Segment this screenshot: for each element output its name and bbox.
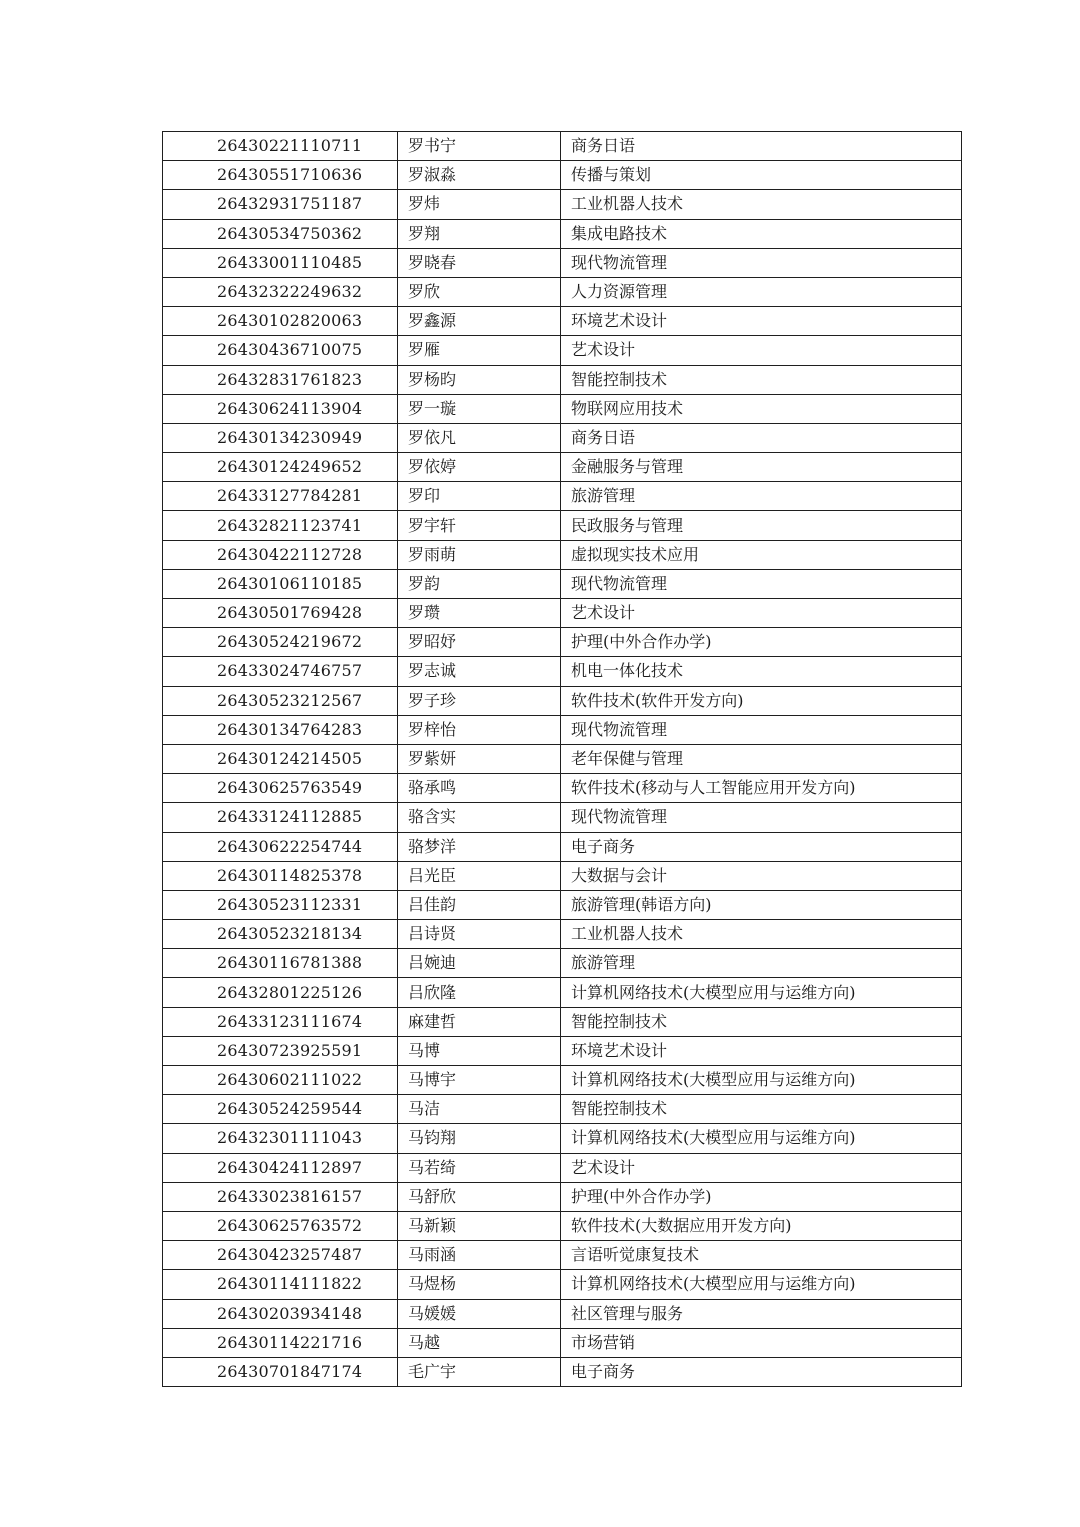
student-name-cell: 罗杨昀 (398, 365, 561, 394)
table-row (163, 774, 962, 803)
student-name-cell: 罗梓怡 (398, 715, 561, 744)
exam-number-cell: 26430523212567 (163, 686, 398, 715)
student-name-cell: 罗雨萌 (398, 540, 561, 569)
major-cell: 人力资源管理 (561, 277, 962, 306)
major-cell: 环境艺术设计 (561, 307, 962, 336)
table-row (163, 686, 962, 715)
table-row (163, 628, 962, 657)
table-row (163, 744, 962, 773)
exam-number-cell: 26430524259544 (163, 1095, 398, 1124)
major-cell: 言语听觉康复技术 (561, 1241, 962, 1270)
table-row (163, 949, 962, 978)
student-name-cell: 马越 (398, 1328, 561, 1357)
student-name-cell: 麻建哲 (398, 1007, 561, 1036)
student-name-cell: 马舒欣 (398, 1182, 561, 1211)
student-name-cell: 罗印 (398, 482, 561, 511)
table-row (163, 861, 962, 890)
student-name-cell: 罗宇轩 (398, 511, 561, 540)
exam-number-cell: 26430134230949 (163, 423, 398, 452)
student-name-cell: 马媛媛 (398, 1299, 561, 1328)
major-cell: 机电一体化技术 (561, 657, 962, 686)
exam-number-cell: 26430534750362 (163, 219, 398, 248)
major-cell: 旅游管理(韩语方向) (561, 890, 962, 919)
student-name-cell: 马博宇 (398, 1066, 561, 1095)
student-name-cell: 吕光臣 (398, 861, 561, 890)
table-row (163, 890, 962, 919)
major-cell: 工业机器人技术 (561, 920, 962, 949)
exam-number-cell: 26430124214505 (163, 744, 398, 773)
table-row (163, 1007, 962, 1036)
major-cell: 软件技术(移动与人工智能应用开发方向) (561, 774, 962, 803)
table-row (163, 482, 962, 511)
major-cell: 民政服务与管理 (561, 511, 962, 540)
table-row (163, 920, 962, 949)
table-row (163, 657, 962, 686)
major-cell: 物联网应用技术 (561, 394, 962, 423)
table-row (163, 832, 962, 861)
exam-number-cell: 26430423257487 (163, 1241, 398, 1270)
student-name-cell: 罗雁 (398, 336, 561, 365)
table-row (163, 277, 962, 306)
major-cell: 智能控制技术 (561, 365, 962, 394)
exam-number-cell: 26430625763572 (163, 1211, 398, 1240)
table-row (163, 1211, 962, 1240)
exam-number-cell: 26430624113904 (163, 394, 398, 423)
exam-number-cell: 26432801225126 (163, 978, 398, 1007)
major-cell: 市场营销 (561, 1328, 962, 1357)
student-name-cell: 罗韵 (398, 569, 561, 598)
table-row (163, 1299, 962, 1328)
student-name-cell: 罗一璇 (398, 394, 561, 423)
major-cell: 旅游管理 (561, 949, 962, 978)
table-row (163, 599, 962, 628)
exam-number-cell: 26432931751187 (163, 190, 398, 219)
table-row (163, 1124, 962, 1153)
student-name-cell: 罗书宁 (398, 132, 561, 161)
student-name-cell: 马若绮 (398, 1153, 561, 1182)
table-row (163, 219, 962, 248)
major-cell: 现代物流管理 (561, 569, 962, 598)
table-row (163, 190, 962, 219)
major-cell: 艺术设计 (561, 1153, 962, 1182)
major-cell: 工业机器人技术 (561, 190, 962, 219)
exam-number-cell: 26430701847174 (163, 1357, 398, 1386)
major-cell: 金融服务与管理 (561, 453, 962, 482)
exam-number-cell: 26430106110185 (163, 569, 398, 598)
exam-number-cell: 26432821123741 (163, 511, 398, 540)
student-name-cell: 罗瓒 (398, 599, 561, 628)
exam-number-cell: 26430114825378 (163, 861, 398, 890)
major-cell: 现代物流管理 (561, 248, 962, 277)
exam-number-cell: 26430102820063 (163, 307, 398, 336)
major-cell: 现代物流管理 (561, 803, 962, 832)
major-cell: 商务日语 (561, 423, 962, 452)
table-row (163, 1241, 962, 1270)
student-name-cell: 罗鑫源 (398, 307, 561, 336)
table-row (163, 1182, 962, 1211)
table-row (163, 1036, 962, 1065)
exam-number-cell: 26433001110485 (163, 248, 398, 277)
exam-number-cell: 26430436710075 (163, 336, 398, 365)
table-row (163, 132, 962, 161)
student-name-cell: 马博 (398, 1036, 561, 1065)
major-cell: 电子商务 (561, 1357, 962, 1386)
student-name-cell: 马洁 (398, 1095, 561, 1124)
major-cell: 大数据与会计 (561, 861, 962, 890)
student-name-cell: 马钧翔 (398, 1124, 561, 1153)
major-cell: 集成电路技术 (561, 219, 962, 248)
table-row (163, 1153, 962, 1182)
exam-number-cell: 26430523218134 (163, 920, 398, 949)
exam-number-cell: 26432831761823 (163, 365, 398, 394)
exam-number-cell: 26430501769428 (163, 599, 398, 628)
exam-number-cell: 26430116781388 (163, 949, 398, 978)
exam-number-cell: 26433024746757 (163, 657, 398, 686)
student-name-cell: 罗子珍 (398, 686, 561, 715)
major-cell: 社区管理与服务 (561, 1299, 962, 1328)
table-row (163, 423, 962, 452)
student-name-cell: 骆含实 (398, 803, 561, 832)
table-row (163, 1270, 962, 1299)
exam-number-cell: 26430602111022 (163, 1066, 398, 1095)
student-name-cell: 吕诗贤 (398, 920, 561, 949)
major-cell: 老年保健与管理 (561, 744, 962, 773)
table-row (163, 1095, 962, 1124)
table-row (163, 336, 962, 365)
roster-table (162, 131, 962, 1387)
exam-number-cell: 26430221110711 (163, 132, 398, 161)
student-name-cell: 马新颖 (398, 1211, 561, 1240)
major-cell: 艺术设计 (561, 599, 962, 628)
exam-number-cell: 26430625763549 (163, 774, 398, 803)
student-name-cell: 吕佳韵 (398, 890, 561, 919)
exam-number-cell: 26433123111674 (163, 1007, 398, 1036)
student-name-cell: 罗翔 (398, 219, 561, 248)
table-row (163, 394, 962, 423)
major-cell: 护理(中外合作办学) (561, 1182, 962, 1211)
major-cell: 智能控制技术 (561, 1007, 962, 1036)
exam-number-cell: 26430622254744 (163, 832, 398, 861)
major-cell: 软件技术(软件开发方向) (561, 686, 962, 715)
exam-number-cell: 26433124112885 (163, 803, 398, 832)
major-cell: 传播与策划 (561, 161, 962, 190)
exam-number-cell: 26430203934148 (163, 1299, 398, 1328)
student-name-cell: 罗炜 (398, 190, 561, 219)
table-row (163, 511, 962, 540)
major-cell: 计算机网络技术(大模型应用与运维方向) (561, 1066, 962, 1095)
table-row (163, 453, 962, 482)
major-cell: 计算机网络技术(大模型应用与运维方向) (561, 1270, 962, 1299)
exam-number-cell: 26430114221716 (163, 1328, 398, 1357)
major-cell: 计算机网络技术(大模型应用与运维方向) (561, 978, 962, 1007)
exam-number-cell: 26430551710636 (163, 161, 398, 190)
exam-number-cell: 26430422112728 (163, 540, 398, 569)
major-cell: 艺术设计 (561, 336, 962, 365)
major-cell: 计算机网络技术(大模型应用与运维方向) (561, 1124, 962, 1153)
exam-number-cell: 26430114111822 (163, 1270, 398, 1299)
exam-number-cell: 26430124249652 (163, 453, 398, 482)
student-name-cell: 罗依凡 (398, 423, 561, 452)
student-name-cell: 毛广宇 (398, 1357, 561, 1386)
exam-number-cell: 26430524219672 (163, 628, 398, 657)
student-name-cell: 罗淑淼 (398, 161, 561, 190)
table-row (163, 1066, 962, 1095)
table-row (163, 978, 962, 1007)
student-name-cell: 吕婉迪 (398, 949, 561, 978)
exam-number-cell: 26432301111043 (163, 1124, 398, 1153)
student-name-cell: 骆梦洋 (398, 832, 561, 861)
table-row (163, 365, 962, 394)
major-cell: 现代物流管理 (561, 715, 962, 744)
student-name-cell: 罗紫妍 (398, 744, 561, 773)
table-row (163, 1357, 962, 1386)
major-cell: 电子商务 (561, 832, 962, 861)
student-name-cell: 罗依婷 (398, 453, 561, 482)
student-name-cell: 罗欣 (398, 277, 561, 306)
table-row (163, 1328, 962, 1357)
exam-number-cell: 26433127784281 (163, 482, 398, 511)
student-name-cell: 骆承鸣 (398, 774, 561, 803)
table-row (163, 715, 962, 744)
roster-body (163, 132, 962, 1387)
table-row (163, 803, 962, 832)
major-cell: 商务日语 (561, 132, 962, 161)
student-name-cell: 吕欣隆 (398, 978, 561, 1007)
major-cell: 护理(中外合作办学) (561, 628, 962, 657)
major-cell: 智能控制技术 (561, 1095, 962, 1124)
student-name-cell: 马雨涵 (398, 1241, 561, 1270)
exam-number-cell: 26430523112331 (163, 890, 398, 919)
table-row (163, 307, 962, 336)
exam-number-cell: 26430723925591 (163, 1036, 398, 1065)
major-cell: 虚拟现实技术应用 (561, 540, 962, 569)
exam-number-cell: 26433023816157 (163, 1182, 398, 1211)
exam-number-cell: 26430424112897 (163, 1153, 398, 1182)
student-name-cell: 罗晓春 (398, 248, 561, 277)
major-cell: 软件技术(大数据应用开发方向) (561, 1211, 962, 1240)
major-cell: 旅游管理 (561, 482, 962, 511)
major-cell: 环境艺术设计 (561, 1036, 962, 1065)
table-row (163, 569, 962, 598)
student-name-cell: 罗志诚 (398, 657, 561, 686)
student-name-cell: 罗昭妤 (398, 628, 561, 657)
table-row (163, 161, 962, 190)
exam-number-cell: 26432322249632 (163, 277, 398, 306)
student-name-cell: 马煜杨 (398, 1270, 561, 1299)
exam-number-cell: 26430134764283 (163, 715, 398, 744)
table-row (163, 248, 962, 277)
table-row (163, 540, 962, 569)
